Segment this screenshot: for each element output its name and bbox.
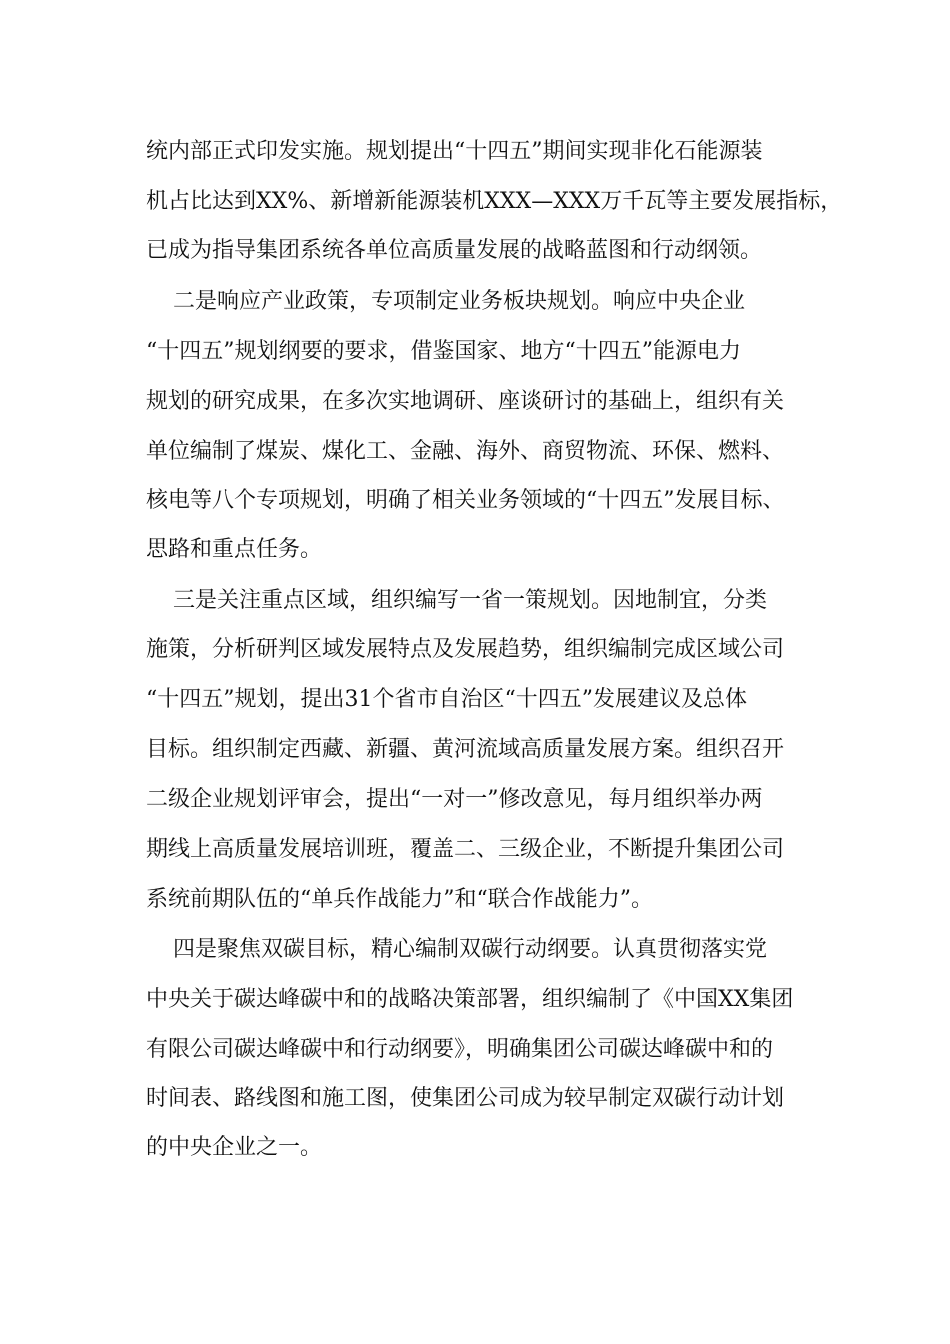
paragraph-first-line: 二是响应产业政策，专项制定业务板块规划。响应中央企业 bbox=[173, 289, 746, 314]
text-line: 目标。组织制定西藏、新疆、黄河流域高质量发展方案。组织召开 bbox=[146, 737, 785, 762]
paragraph-first-line: 四是聚焦双碳目标，精心编制双碳行动纲要。认真贯彻落实党 bbox=[173, 937, 768, 962]
text-line: “十四五”规划，提出31个省市自治区“十四五”发展建议及总体 bbox=[146, 687, 747, 712]
text-line: 单位编制了煤炭、煤化工、金融、海外、商贸物流、环保、燃料、 bbox=[146, 439, 785, 464]
text-line: 系统前期队伍的“单兵作战能力”和“联合作战能力”。 bbox=[146, 887, 653, 912]
text-line: 中央关于碳达峰碳中和的战略决策部署，组织编制了《中国XX集团 bbox=[146, 987, 794, 1012]
text-line: 期线上高质量发展培训班，覆盖二、三级企业，不断提升集团公司 bbox=[146, 837, 785, 862]
text-line: “十四五”规划纲要的要求，借鉴国家、地方“十四五”能源电力 bbox=[146, 339, 741, 364]
text-line: 规划的研究成果，在多次实地调研、座谈研讨的基础上，组织有关 bbox=[146, 389, 785, 414]
text-line: 机占比达到XX%、新增新能源装机XXX—XXX万千瓦等主要发展指标， bbox=[146, 189, 843, 214]
text-line: 施策，分析研判区域发展特点及发展趋势，组织编制完成区域公司 bbox=[146, 637, 785, 662]
paragraph-first-line: 三是关注重点区域，组织编写一省一策规划。因地制宜，分类 bbox=[173, 588, 768, 613]
text-line: 已成为指导集团系统各单位高质量发展的战略蓝图和行动纲领。 bbox=[146, 238, 763, 263]
text-line: 思路和重点任务。 bbox=[146, 537, 323, 562]
text-line: 核电等八个专项规划，明确了相关业务领域的“十四五”发展目标、 bbox=[146, 488, 785, 513]
text-line: 有限公司碳达峰碳中和行动纲要》，明确集团公司碳达峰碳中和的 bbox=[146, 1037, 774, 1062]
text-line: 统内部正式印发实施。规划提出“十四五”期间实现非化石能源装 bbox=[146, 139, 763, 164]
text-line: 二级企业规划评审会，提出“一对一”修改意见，每月组织举办两 bbox=[146, 787, 763, 812]
text-line: 的中央企业之一。 bbox=[146, 1135, 323, 1160]
text-line: 时间表、路线图和施工图，使集团公司成为较早制定双碳行动计划 bbox=[146, 1086, 785, 1111]
